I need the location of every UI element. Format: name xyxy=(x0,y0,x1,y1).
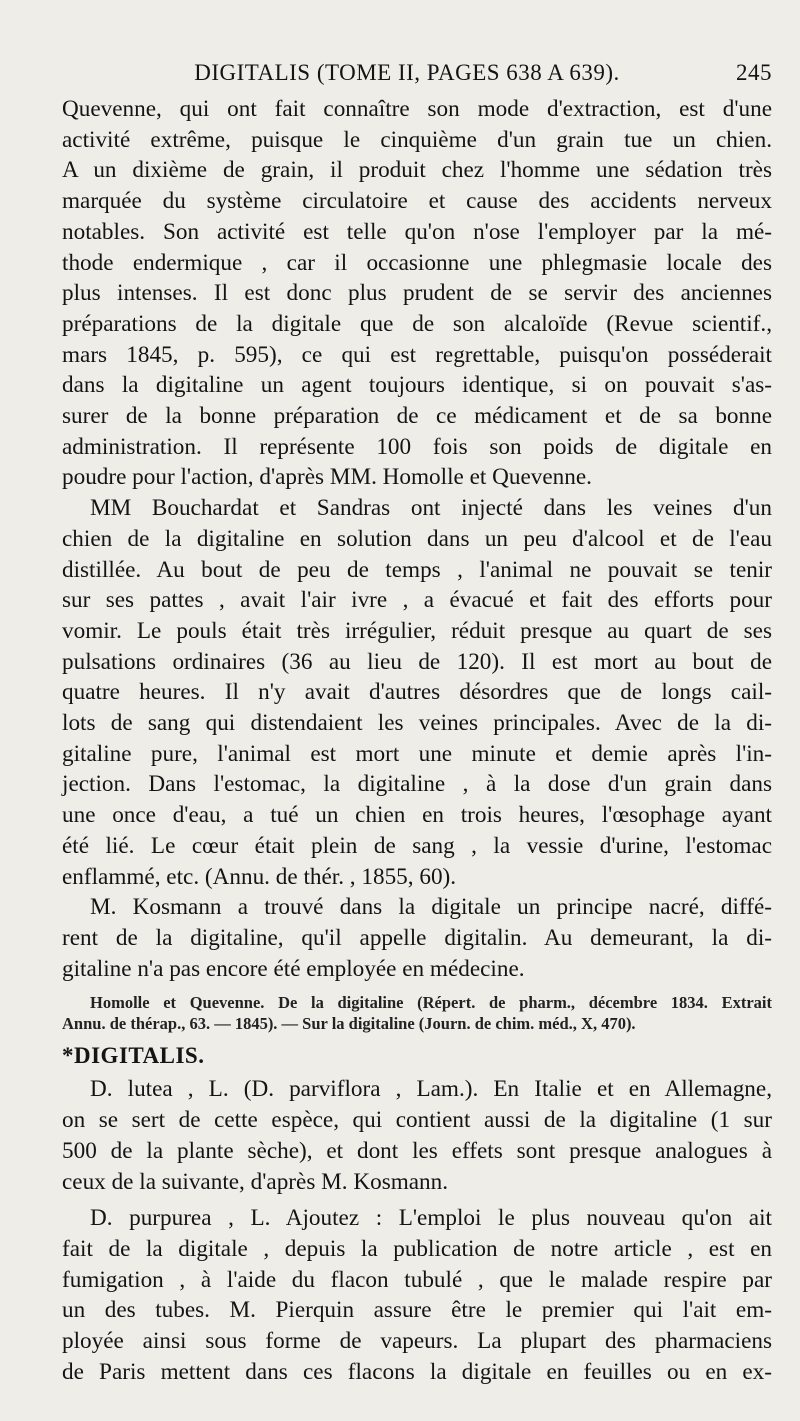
paragraph-kosmann xyxy=(62,892,772,984)
species-entries xyxy=(62,1074,772,1387)
text-line: une once d'eau, a tué un chien en trois heures, l'œsophage ayant xyxy=(62,802,772,829)
text-line: rent de la digitaline, qu'il appelle digitalin. Au demeurant, la di- xyxy=(62,924,772,951)
running-title: DIGITALIS (TOME II, PAGES 638 A 639). xyxy=(194,60,620,85)
text-line: gitaline n'a pas encore été employée en médecine. xyxy=(62,955,525,982)
text-line: A un dixième de grain, il produit chez l'homme une sédation très xyxy=(62,157,772,184)
text-line: plus intenses. Il est donc plus prudent de se servir des anciennes xyxy=(62,280,772,307)
section-heading: *DIGITALIS. xyxy=(62,1043,205,1069)
main-text xyxy=(62,94,772,984)
text-line: ceux de la suivante, d'après M. Kosmann. xyxy=(62,1168,449,1195)
text-line: activité extrême, puisque le cinquième d'un grain tue un chien. xyxy=(62,126,772,153)
text-line: marquée du système circulatoire et cause des accidents nerveux xyxy=(62,188,772,215)
text-line: lots de sang qui distendaient les veines principales. Avec de la di- xyxy=(62,710,772,737)
text-line: thode endermique , car il occasionne une phlegmasie locale des xyxy=(62,249,772,276)
text-line: de Paris mettent dans ces flacons la digitale en feuilles ou en ex- xyxy=(62,1358,772,1385)
page-number: 245 xyxy=(736,60,772,85)
text-line: préparations de la digitale que de son alcaloïde (Revue scientif., xyxy=(62,310,772,337)
text-line: MM Bouchardat et Sandras ont injecté dans les veines d'un xyxy=(90,495,772,522)
text-line: fumigation , à l'aide du flacon tubulé , que le malade respire par xyxy=(62,1266,772,1293)
text-line: poudre pour l'action, d'après MM. Homolle et Quevenne. xyxy=(62,464,592,491)
entry-digitalis-purpurea xyxy=(62,1203,772,1387)
text-line: D. purpurea , L. Ajoutez : L'emploi le plus nouveau qu'on ait xyxy=(90,1205,772,1232)
text-line: M. Kosmann a trouvé dans la digitale un principe nacré, diffé- xyxy=(90,894,772,921)
entry-digitalis-lutea xyxy=(62,1074,772,1197)
paragraph-bouchardat-sandras xyxy=(62,493,772,892)
text-line: on se sert de cette espèce, qui contient aussi de la digitaline (1 sur xyxy=(62,1107,772,1134)
reference-line: Annu. de thérap., 63. — 1845). — Sur la digitaline (Journ. de chim. méd., X, 470). xyxy=(62,1014,636,1034)
page-header xyxy=(62,60,772,94)
text-line: mars 1845, p. 595), ce qui est regrettable, puisqu'on posséderait xyxy=(62,341,772,368)
text-line: dans la digitaline un agent toujours identique, si on pouvait s'as- xyxy=(62,372,772,399)
text-line: distillée. Au bout de peu de temps , l'animal ne pouvait se tenir xyxy=(62,556,772,583)
text-line: enflammé, etc. (Annu. de thér. , 1855, 60). xyxy=(62,863,457,890)
text-line: D. lutea , L. (D. parviflora , Lam.). En Italie et en Allemagne, xyxy=(90,1076,772,1103)
text-line: été lié. Le cœur était plein de sang , la vessie d'urine, l'estomac xyxy=(62,832,772,859)
text-line: Quevenne, qui ont fait connaître son mode d'extraction, est d'une xyxy=(62,96,772,122)
text-line: gitaline pure, l'animal est mort une minute et demie après l'in- xyxy=(62,740,772,767)
text-line: vomir. Le pouls était très irrégulier, réduit presque au quart de ses xyxy=(62,617,772,644)
text-line: un des tubes. M. Pierquin assure être le premier qui l'ait em- xyxy=(62,1297,772,1324)
text-line: sur ses pattes , avait l'air ivre , a évacué et fait des efforts pour xyxy=(62,587,772,614)
text-line: fait de la digitale , depuis la publication de notre article , est en xyxy=(62,1235,772,1262)
reference-line: Homolle et Quevenne. De la digitaline (Répert. de pharm., décembre 1834. Extrait xyxy=(90,993,772,1013)
text-line: notables. Son activité est telle qu'on n'ose l'employer par la mé- xyxy=(62,218,772,245)
text-line: jection. Dans l'estomac, la digitaline , à la dose d'un grain dans xyxy=(62,771,772,798)
text-line: pulsations ordinaires (36 au lieu de 120). Il est mort au bout de xyxy=(62,648,772,675)
text-line: ployée ainsi sous forme de vapeurs. La plupart des pharmaciens xyxy=(62,1328,772,1355)
text-line: 500 de la plante sèche), et dont les effets sont presque analogues à xyxy=(62,1137,772,1164)
text-line: administration. Il représente 100 fois son poids de digitale en xyxy=(62,433,772,460)
bibliography-note xyxy=(62,992,772,1034)
text-line: chien de la digitaline en solution dans un peu d'alcool et de l'eau xyxy=(62,525,772,552)
text-line: quatre heures. Il n'y avait d'autres désordres que de longs cail- xyxy=(62,679,772,706)
paragraph-continuation xyxy=(62,94,772,493)
text-line: surer de la bonne préparation de ce médicament et de sa bonne xyxy=(62,403,772,430)
